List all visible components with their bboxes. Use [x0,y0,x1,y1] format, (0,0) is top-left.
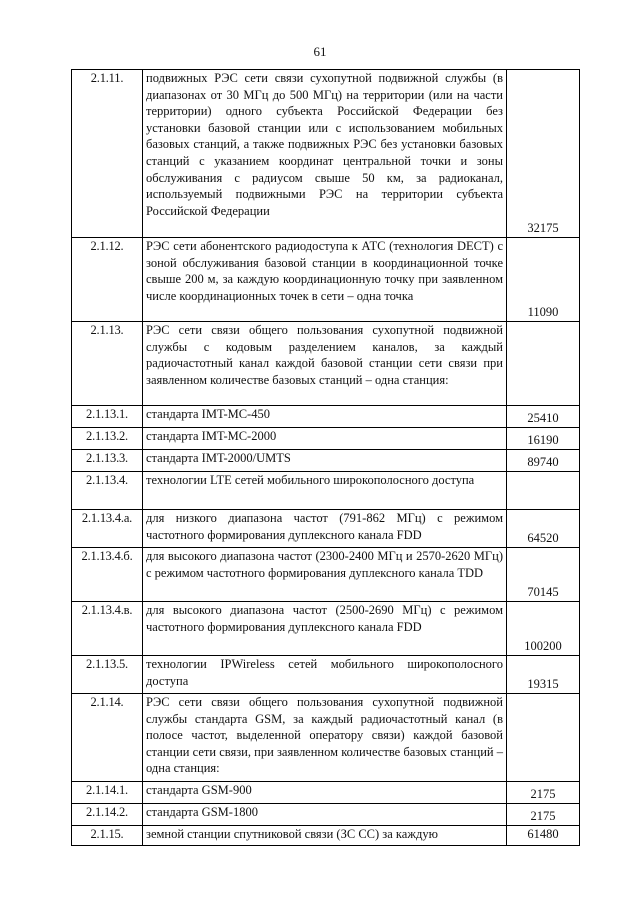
item-rate: 2175 [507,782,580,804]
item-description: стандарта GSM-900 [143,782,507,804]
item-code: 2.1.13.4.б. [72,548,143,602]
item-rate: 32175 [507,70,580,238]
item-description: РЭС сети абонентского радиодоступа к АТС (технология DECT) с зоной обслуживания базовой станции в координационной точке свыше 200 м, за каждую координационную точку при заявленном числе координационных точек в сети – одна точка [143,238,507,322]
fee-table [71,69,580,846]
item-description: земной станции спутниковой связи (ЗС СС) за каждую [143,826,507,846]
item-description: стандарта IMT-MC-450 [143,406,507,428]
item-rate: 11090 [507,238,580,322]
table-row [72,602,580,656]
item-description: РЭС сети связи общего пользования сухопутной подвижной службы стандарта GSM, за каждый радиочастотный канал (в полосе частот, выделенной оператору связи) каждой базовой станции сети связи, при заявленном количестве базовых станций – одна станция: [143,694,507,782]
item-description: стандарта GSM-1800 [143,804,507,826]
table-row [72,406,580,428]
item-code: 2.1.13.1. [72,406,143,428]
item-code: 2.1.13.3. [72,450,143,472]
table-row [72,694,580,782]
item-description: стандарта IMT-MC-2000 [143,428,507,450]
item-code: 2.1.13.4.а. [72,510,143,548]
table-row [72,472,580,510]
table-row [72,782,580,804]
item-description: для высокого диапазона частот (2300-2400 МГц и 2570-2620 МГц) с режимом частотного формирования дуплексного канала TDD [143,548,507,602]
item-code: 2.1.13.4. [72,472,143,510]
item-description: для низкого диапазона частот (791-862 МГц) с режимом частотного формирования дуплексного канала FDD [143,510,507,548]
table-row [72,450,580,472]
item-rate: 16190 [507,428,580,450]
table-row [72,826,580,846]
item-code: 2.1.13.2. [72,428,143,450]
table-row [72,70,580,238]
item-code: 2.1.11. [72,70,143,238]
item-rate: 25410 [507,406,580,428]
item-rate: 70145 [507,548,580,602]
item-code: 2.1.14. [72,694,143,782]
item-description: технологии IPWireless сетей мобильного широкополосного доступа [143,656,507,694]
item-rate: 89740 [507,450,580,472]
item-rate: 61480 [507,826,580,846]
item-code: 2.1.13.5. [72,656,143,694]
item-rate: 2175 [507,804,580,826]
item-description: для высокого диапазона частот (2500-2690 МГц) с режимом частотного формирования дуплексного канала FDD [143,602,507,656]
item-description: РЭС сети связи общего пользования сухопутной подвижной службы с кодовым разделением каналов, за каждый радиочастотный канал каждой базовой станции сети связи при заявленном количестве базовых станций – одна станция: [143,322,507,406]
item-description: стандарта IMT-2000/UMTS [143,450,507,472]
item-rate [507,322,580,406]
item-code: 2.1.14.2. [72,804,143,826]
item-rate [507,472,580,510]
table-row [72,656,580,694]
table-row [72,510,580,548]
page-number: 61 [313,44,327,59]
item-rate: 19315 [507,656,580,694]
item-description: подвижных РЭС сети связи сухопутной подвижной службы (в диапазонах от 30 МГц до 500 МГц) на территории (или на части территории) одного субъекта Российской Федерации без установки базовой станции или с использованием мобильных базовых станций, а также подвижных РЭС без установки базовых станций с указанием координат центральной точки и зоны обслуживания с радиусом свыше 50 км, за радиоканал, используемый подвижными РЭС на территории субъекта Российской Федерации [143,70,507,238]
table-row [72,548,580,602]
item-code: 2.1.14.1. [72,782,143,804]
item-rate: 64520 [507,510,580,548]
item-code: 2.1.15. [72,826,143,846]
item-code: 2.1.13. [72,322,143,406]
item-rate: 100200 [507,602,580,656]
table-row [72,428,580,450]
item-description: технологии LTE сетей мобильного широкополосного доступа [143,472,507,510]
item-rate [507,694,580,782]
table-row [72,238,580,322]
item-code: 2.1.13.4.в. [72,602,143,656]
table-row [72,804,580,826]
item-code: 2.1.12. [72,238,143,322]
table-row [72,322,580,406]
